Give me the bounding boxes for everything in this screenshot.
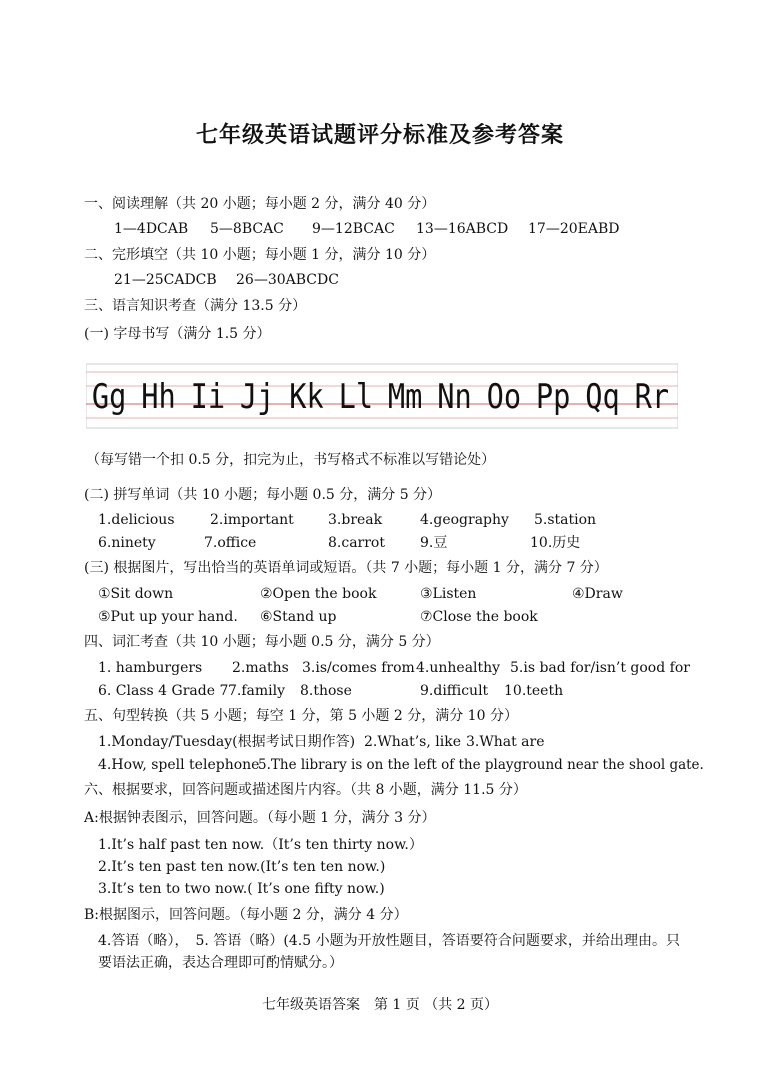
section-5-heading: 五、句型转换（共 5 小题；每空 1 分，第 5 小题 2 分，满分 10 分）	[84, 708, 518, 724]
section-3-part-3-heading: (三) 根据图片，写出恰当的英语单词或短语。（共 7 小题；每小题 1 分，满分 7 分）	[84, 560, 608, 576]
section-3-part-2-heading: (二) 拼写单词（共 10 小题；每小题 0.5 分，满分 5 分）	[84, 487, 442, 503]
answer-item: 3.What are	[466, 734, 545, 750]
answer-item: 1—4DCAB	[114, 221, 189, 237]
answer-item: ④Draw	[572, 586, 623, 602]
letter-pair: Qq	[585, 377, 620, 417]
letter-pair: Oo	[486, 377, 522, 417]
letter-writing-note: （每写错一个扣 0.5 分，扣完为止，书写格式不标准以写错论处）	[86, 452, 496, 468]
letter-pair: Rr	[634, 377, 670, 417]
section-3-part-1-heading: (一) 字母书写（满分 1.5 分）	[84, 326, 271, 342]
answer-item: 1. hamburgers	[98, 660, 203, 676]
clock-answer-1: 1.It’s half past ten now.（It’s ten thirty now.）	[98, 837, 423, 853]
answer-item: ③Listen	[420, 586, 477, 602]
letter-pair: Jj	[239, 377, 275, 417]
section-4-heading: 四、词汇考查（共 10 小题；每小题 0.5 分，满分 5 分）	[84, 634, 440, 650]
section-1-heading: 一、阅读理解（共 20 小题；每小题 2 分，满分 40 分）	[84, 196, 436, 212]
answer-item: 3.is/comes from	[302, 660, 415, 676]
answer-item: 9.difficult	[420, 683, 489, 699]
letter-pair: Nn	[437, 377, 472, 417]
answer-item: 7.office	[204, 535, 257, 551]
answer-item: ①Sit down	[98, 586, 174, 602]
answer-item: 17—20EABD	[528, 221, 620, 237]
answer-item: 5.station	[534, 512, 597, 528]
clock-answer-2: 2.It’s ten past ten now.(It’s ten ten now.)	[98, 859, 386, 875]
letter-pair: Pp	[535, 377, 571, 417]
answer-item: 6. Class 4 Grade 7	[98, 683, 229, 699]
section-6-heading: 六、根据要求，回答问题或描述图片内容。（共 8 小题，满分 11.5 分）	[84, 782, 527, 798]
answer-item: 4.How, spell telephone	[98, 757, 260, 773]
answer-item: 8.carrot	[328, 535, 385, 551]
answer-item: 2.maths	[232, 660, 289, 676]
answer-item: 7.family	[228, 683, 286, 699]
section-6-a-heading: A:根据钟表图示，回答问题。（每小题 1 分，满分 3 分）	[84, 810, 436, 826]
answer-item: 6.ninety	[98, 535, 156, 551]
letter-pair: Gg	[91, 377, 127, 417]
answer-item: 4.unhealthy	[416, 660, 501, 676]
answer-item: ⑦Close the book	[420, 609, 538, 625]
answer-item: ⑤Put up your hand.	[98, 609, 238, 625]
answer-item: 2.important	[210, 512, 294, 528]
letter-pair: Ii	[190, 377, 226, 417]
section-3-heading: 三、语言知识考查（满分 13.5 分）	[84, 298, 307, 314]
answer-item: 9—12BCAC	[312, 221, 395, 237]
answer-item: 5.The library is on the left of the playground near the shool gate.	[258, 757, 704, 773]
answer-item: 26—30ABCDC	[236, 272, 339, 288]
clock-answer-3: 3.It’s ten to two now.( It’s one fifty now.)	[98, 881, 385, 897]
letter-pair: Hh	[141, 377, 176, 417]
answer-item: 21—25CADCB	[114, 272, 217, 288]
answer-item: ②Open the book	[260, 586, 377, 602]
answer-item: 8.those	[300, 683, 352, 699]
answer-item: 1.Monday/Tuesday(根据考试日期作答)	[98, 734, 356, 750]
answer-item: 5.is bad for/isn’t good for	[510, 660, 690, 676]
answer-item: 5—8BCAC	[210, 221, 284, 237]
answer-item: 9.豆	[420, 535, 448, 551]
letter-pair: Kk	[289, 377, 324, 417]
page-title: 七年级英语试题评分标准及参考答案	[195, 122, 564, 148]
answer-item: 10.历史	[530, 535, 581, 551]
letter-writing-strip	[86, 362, 678, 430]
answer-item: 1.delicious	[98, 512, 175, 528]
section-6-b-heading: B:根据图示，回答问题。（每小题 2 分，满分 4 分）	[84, 907, 408, 923]
answer-item: 2.What’s, like	[364, 734, 461, 750]
page-footer: 七年级英语答案 第 1 页 （共 2 页）	[261, 997, 499, 1013]
section-6-b-text: 4.答语（略）， 5. 答语（略）(4.5 小题为开放性题目，答语要符合问题要求，并给出理由。只要语法正确，表达合理即可酌情赋分。）	[98, 933, 680, 971]
answer-item: 10.teeth	[504, 683, 564, 699]
letter-pair: Ll	[338, 377, 374, 417]
answer-item: 13—16ABCD	[416, 221, 509, 237]
letter-pair: Mm	[387, 377, 423, 417]
answer-item: ⑥Stand up	[260, 609, 337, 625]
section-2-heading: 二、完形填空（共 10 小题；每小题 1 分，满分 10 分）	[84, 247, 436, 263]
answer-item: 4.geography	[420, 512, 509, 528]
answer-item: 3.break	[328, 512, 383, 528]
